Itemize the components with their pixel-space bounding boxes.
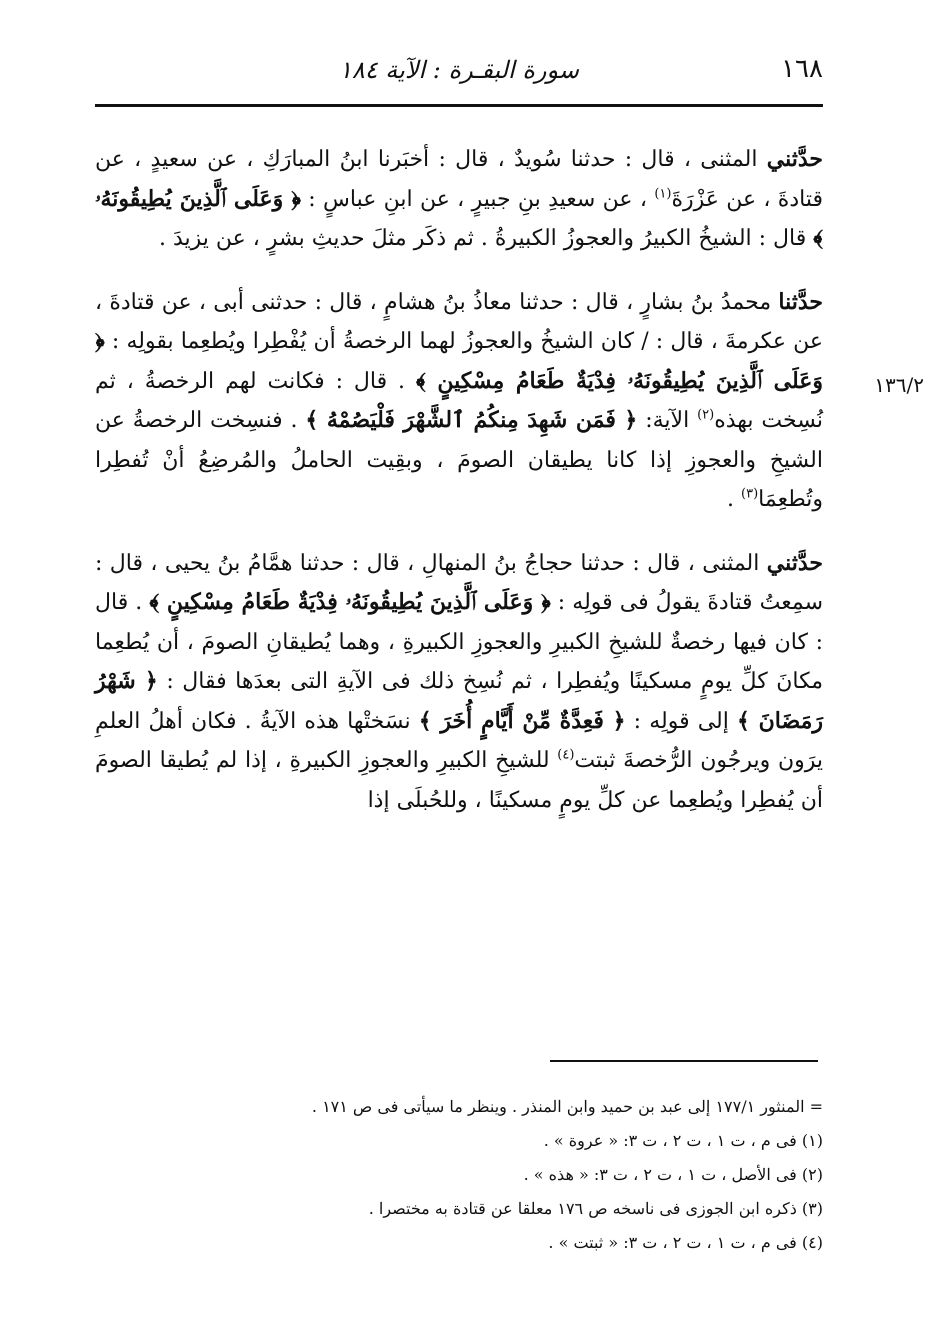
text-segment: المثنى ، قال : حدثنا حجاجُ بنُ المنهالِ ، قال : حدثنا همَّامُ بنُ يحيى ، قال : سمِعتُ قتادةَ يقولُ فى قولِه : bbox=[95, 550, 823, 615]
footnote: (٤) فى م ، ت ١ ، ت ٢ ، ت ٣: « ثبتت » . bbox=[548, 1233, 823, 1252]
quran-quote: ﴿ وَعَلَى ٱلَّذِينَ يُطِيقُونَهُۥ ﴾ bbox=[95, 185, 823, 251]
text-segment: إلى قولِه : bbox=[625, 708, 737, 734]
running-title: سورة البقـرة : الآية ١٨٤ bbox=[338, 56, 580, 84]
paragraph-lead-word: حدَّثني bbox=[766, 549, 823, 576]
page-number: ١٦٨ bbox=[781, 54, 823, 84]
text-segment: نسَختْها هذه الآيةُ . فكان أهلُ العلمِ يرَون ويرجُون الرُّخصةَ ثبتت bbox=[95, 708, 823, 773]
text-segment: . فنسِخت الرخصةُ عن الشيخِ والعجوزِ إذا كانا يطيقان الصومَ ، وبقِيت الحاملُ والمُرضِعُ أنْ تُفطِرا وتُطعِمَا bbox=[95, 408, 823, 512]
running-header bbox=[95, 50, 823, 102]
paragraph-lead-word: حدَّثني bbox=[766, 146, 823, 172]
text-segment: . قال : كان فيها رخصةٌ للشيخِ الكبيرِ والعجوزِ الكبيرةِ ، وهما يُطيقانِ الصومَ ، أن يُطعِما مكانَ كلِّ يومٍ مسكينًا ويُفطِرا ، ثم نُسِخ ذلك فى الآيةِ التى بعدَها فقال : bbox=[95, 590, 824, 694]
main-text bbox=[95, 140, 823, 820]
text-segment: الآية: bbox=[637, 408, 698, 433]
text-segment: محمدُ بنُ بشارٍ ، قال : حدثنا معاذُ بنُ هشامٍ ، قال : حدثنى أبى ، عن قتادةَ ، عن عكرمةَ ، قال : / كان الشيخُ والعجوزُ لهما الرخصةُ أن يُفْطِرا ويُطعِما بقولِه : bbox=[95, 289, 823, 354]
quran-quote: ﴿ وَعَلَى ٱلَّذِينَ يُطِيقُونَهُۥ فِدْيَةٌ طَعَامُ مِسْكِينٍ ﴾ bbox=[95, 328, 823, 394]
footnote-rule bbox=[550, 1060, 818, 1062]
text-segment: للشيخِ الكبيرِ والعجوزِ الكبيرةِ ، إذا لم يُطيقا الصومَ أن يُفطِرا ويُطعِما عن كلِّ يومٍ مسكينًا ، وللحُبلَى إذا bbox=[95, 748, 823, 813]
quran-quote: ﴿ فَمَن شَهِدَ مِنكُمُ ٱلشَّهْرَ فَلْيَصُمْهُ ﴾ bbox=[305, 407, 638, 433]
header-rule bbox=[95, 104, 823, 107]
footnote-marker: (٢) bbox=[697, 407, 715, 423]
footnote: (٣) ذكره ابن الجوزى فى ناسخه ص ١٧٦ معلقا عن قتادة به مختصرا . bbox=[368, 1199, 823, 1218]
paragraph bbox=[95, 140, 823, 259]
text-segment: . bbox=[727, 487, 742, 512]
footnote: (٢) فى الأصل ، ت ١ ، ت ٢ ، ت ٣: « هذه » . bbox=[523, 1165, 823, 1184]
footnote-marker: (١) bbox=[654, 186, 672, 202]
text-segment: المثنى ، قال : حدثنا سُويدٌ ، قال : أخبَرنا ابنُ المبارَكِ ، عن سعيدٍ ، عن قتادةَ ، عن عَزْرَةَ bbox=[95, 147, 823, 212]
footnote-marker: (٣) bbox=[741, 486, 759, 502]
paragraph-lead-word: حدَّثنا bbox=[778, 288, 823, 315]
paragraph bbox=[95, 283, 823, 520]
text-segment: قال : الشيخُ الكبيرُ والعجوزُ الكبيرةُ . ثم ذكَر مثلَ حديثِ بشرٍ ، عن يزيدَ . bbox=[159, 226, 814, 251]
text-segment: ، عن سعيدِ بنِ جبيرٍ ، عن ابنِ عباسٍ : bbox=[300, 186, 655, 212]
footnote: (١) فى م ، ت ١ ، ت ٢ ، ت ٣: « عروة » . bbox=[543, 1131, 823, 1150]
quran-quote: ﴿ فَعِدَّةٌ مِّنْ أَيَّامٍ أُخَرَ ﴾ bbox=[418, 707, 626, 734]
paragraph bbox=[95, 544, 823, 821]
footnotes bbox=[95, 1090, 823, 1260]
quran-quote: ﴿ شَهْرُ رَمَضَانَ ﴾ bbox=[95, 668, 823, 734]
text-segment: . قال : فكانت لهم الرخصةُ ، ثم نُسِخت بهذه bbox=[95, 368, 823, 433]
margin-reference: ١٣٦/٢ bbox=[874, 373, 924, 397]
quran-quote: ﴿ وَعَلَى ٱلَّذِينَ يُطِيقُونَهُۥ فِدْيَةٌ طَعَامُ مِسْكِينٍ ﴾ bbox=[149, 589, 551, 615]
footnote: = المنثور ١٧٧/١ إلى عبد بن حميد وابن المنذر . وينظر ما سيأتى فى ص ١٧١ . bbox=[311, 1097, 823, 1116]
footnote-marker: (٤) bbox=[557, 747, 575, 763]
